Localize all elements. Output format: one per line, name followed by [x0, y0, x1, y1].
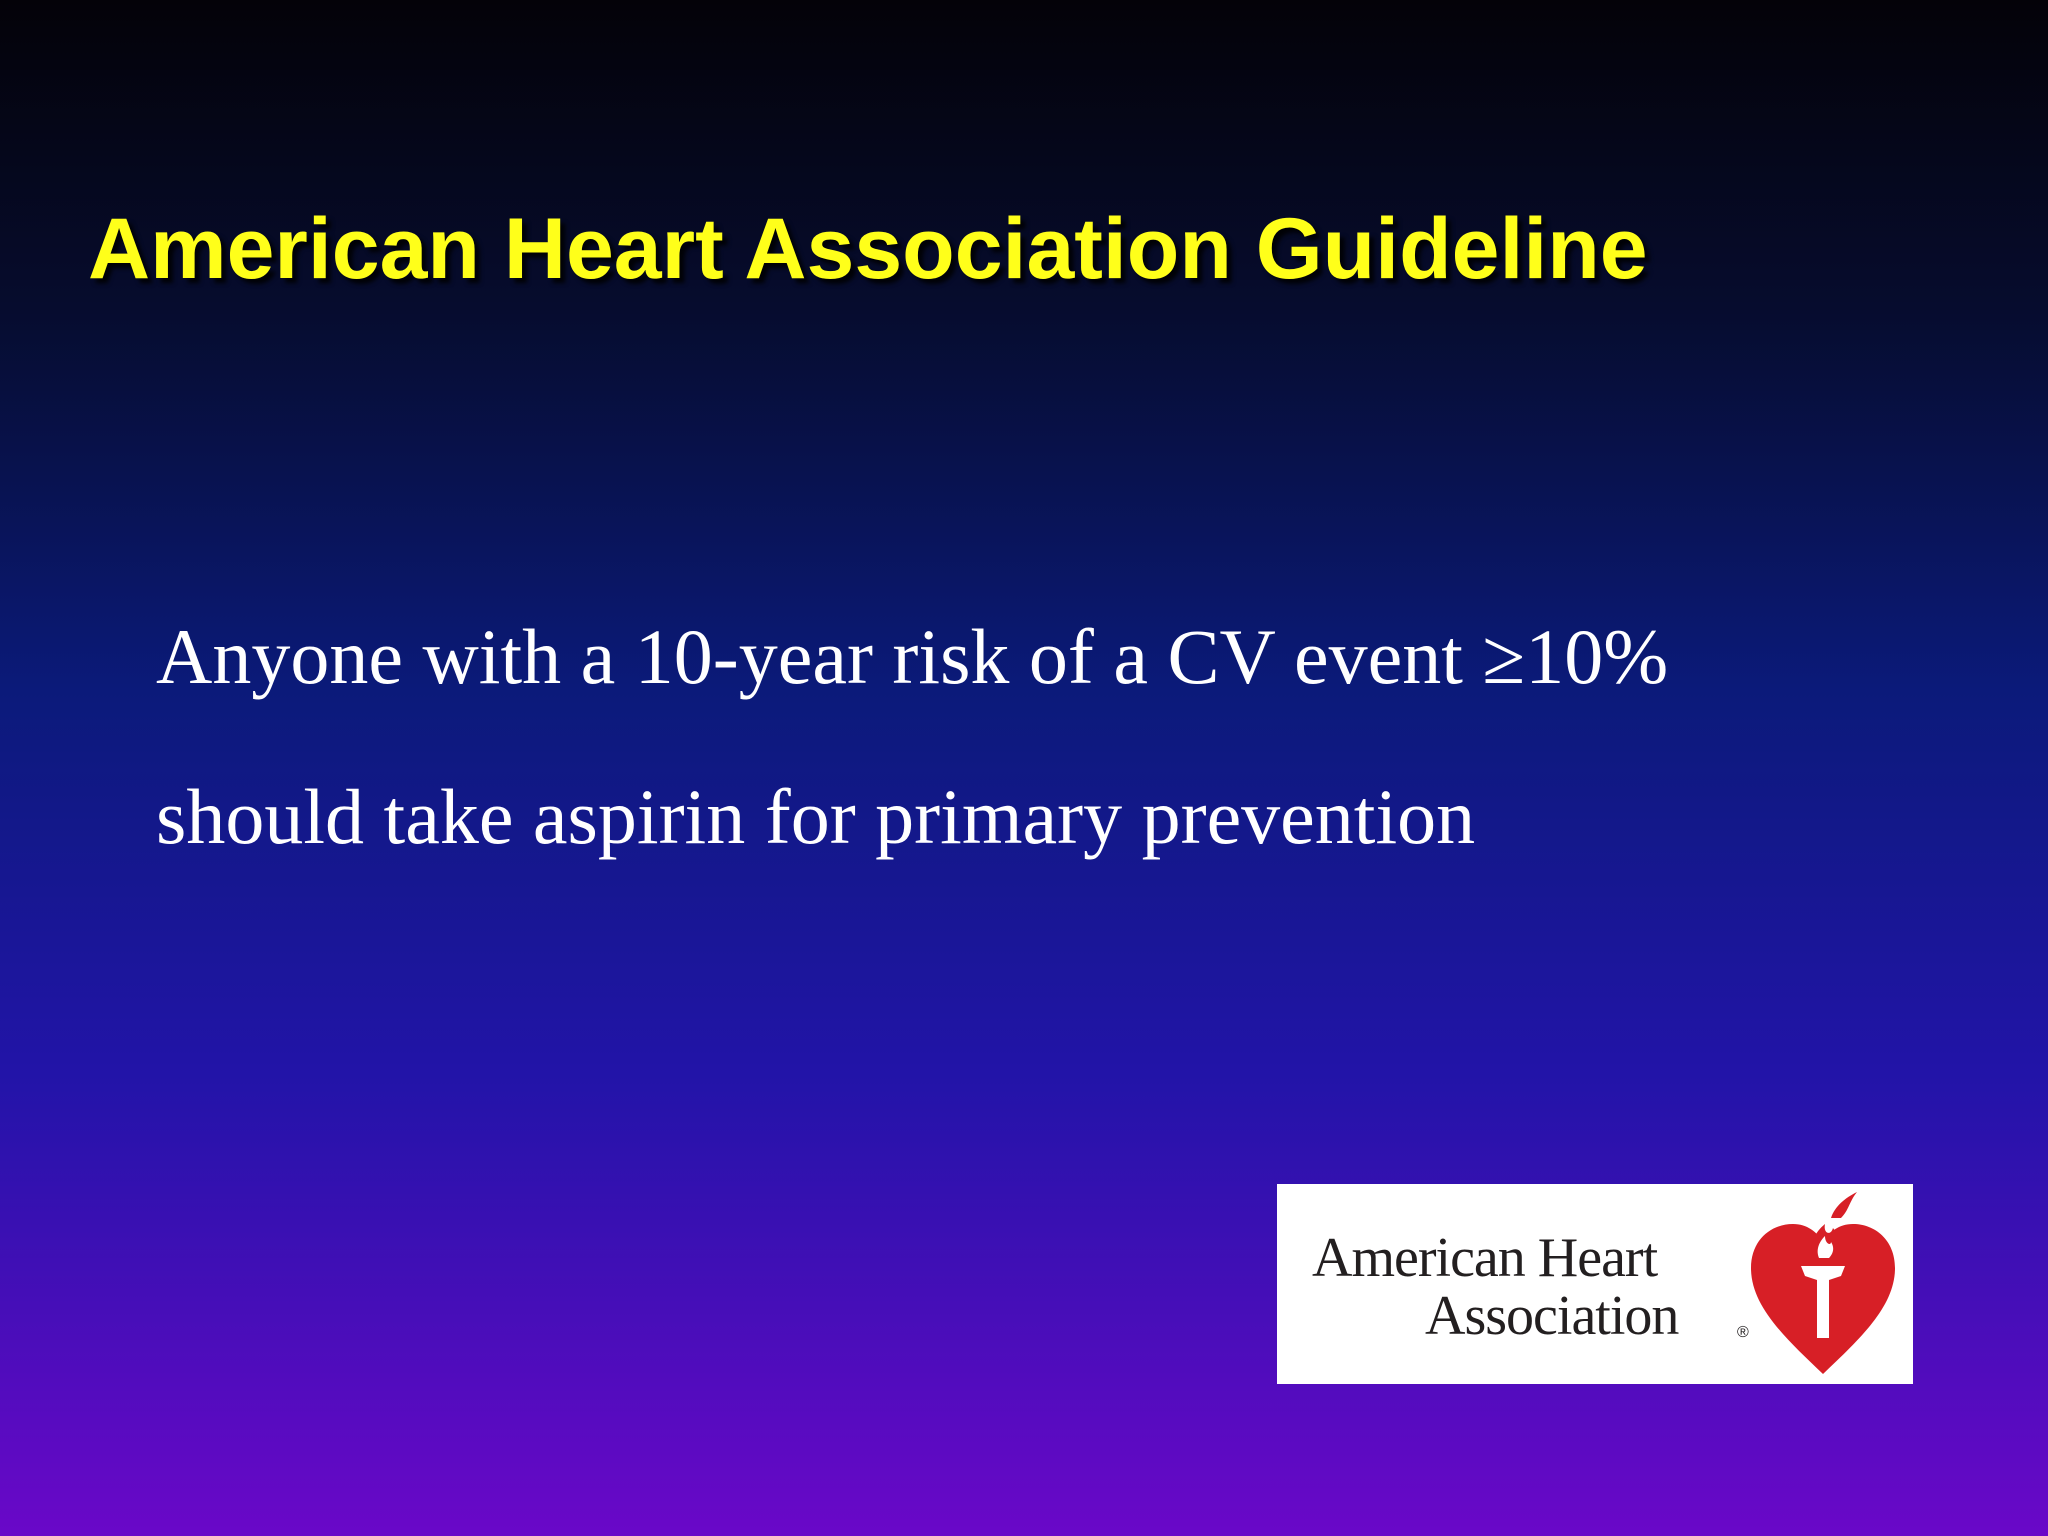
logo-text-line-1: American Heart — [1312, 1227, 1658, 1289]
registered-mark: ® — [1737, 1324, 1749, 1341]
body-line-1: Anyone with a 10-year risk of a CV event ≥10% — [156, 613, 1669, 700]
slide-title: American Heart Association Guideline — [88, 201, 1648, 297]
logo-text-line-2: Association — [1425, 1285, 1679, 1347]
body-line-2: should take aspirin for primary prevention — [156, 773, 1476, 860]
aha-logo — [1277, 1184, 1913, 1384]
heart-torch-icon — [1745, 1188, 1901, 1380]
